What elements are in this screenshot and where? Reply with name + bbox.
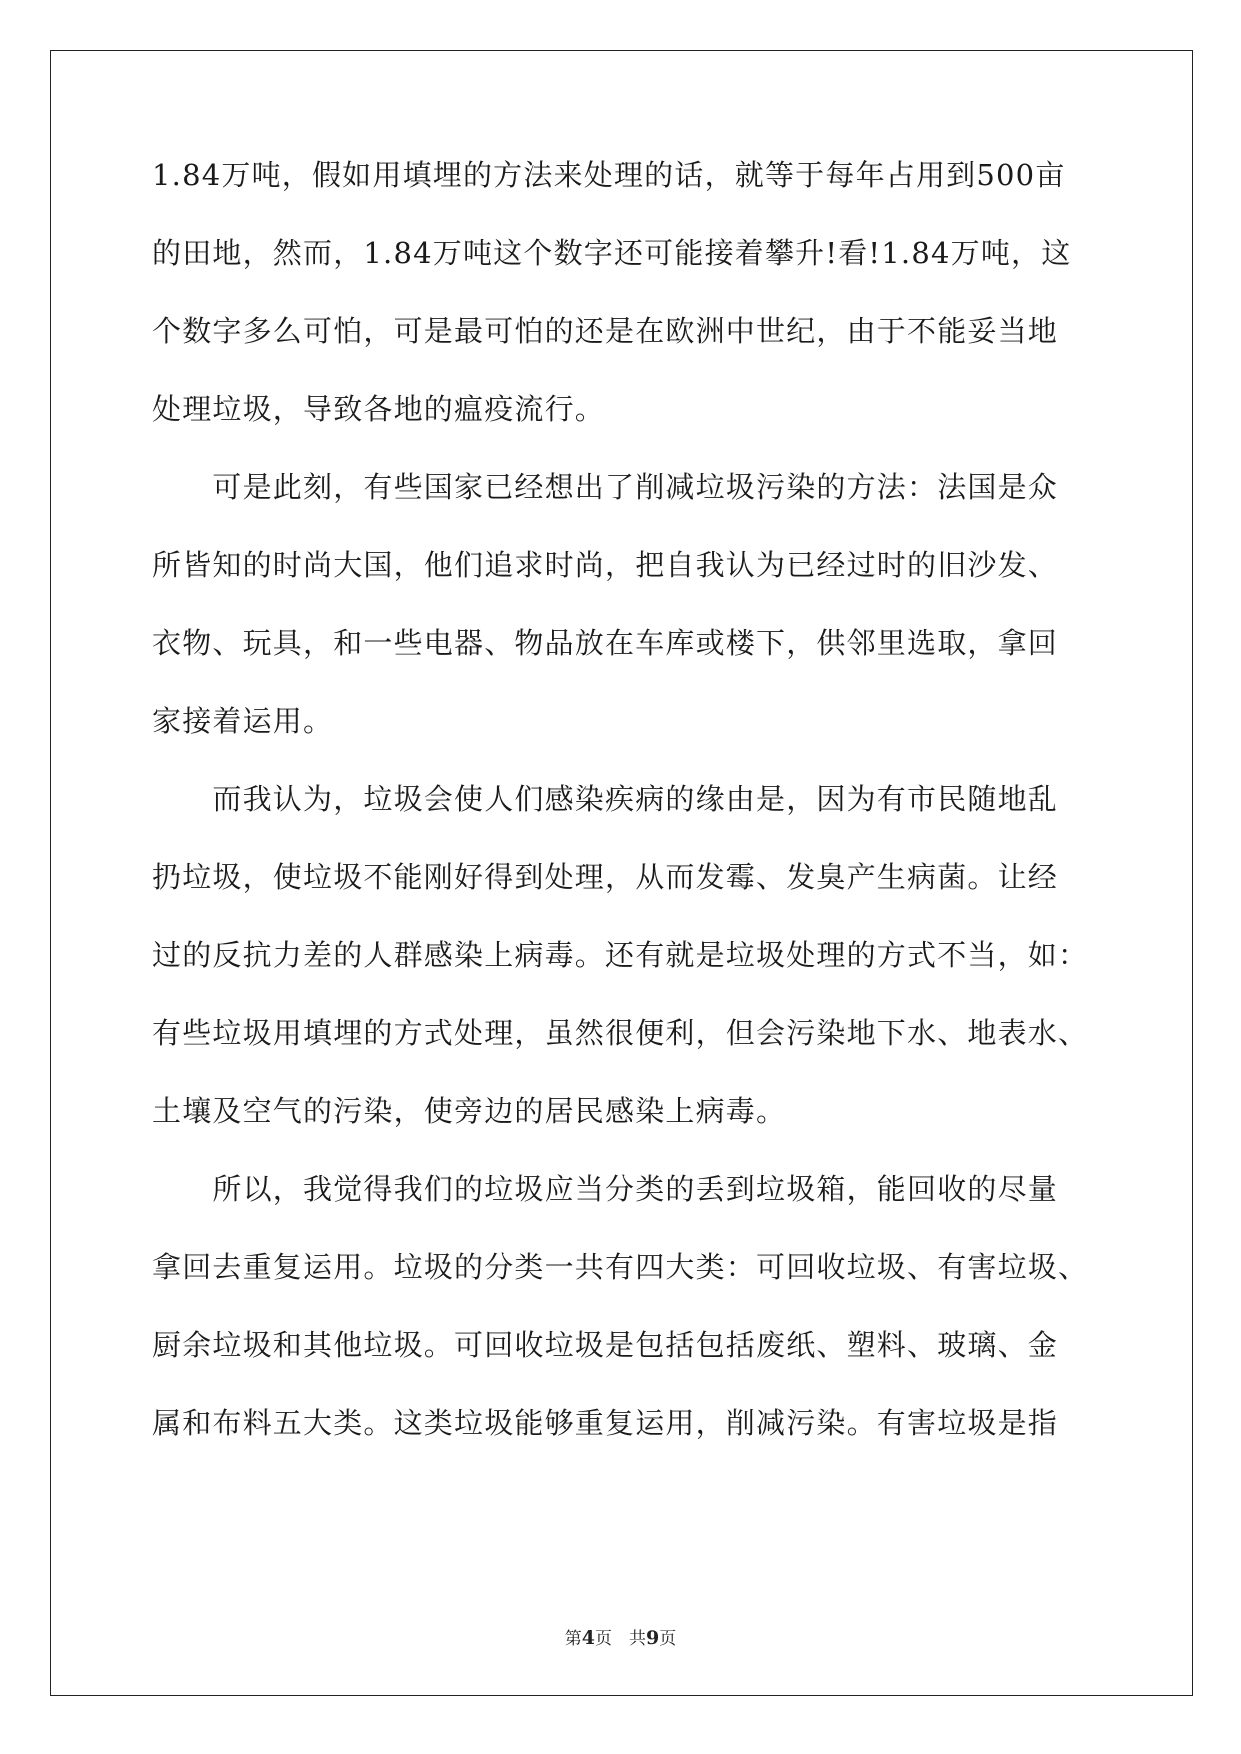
text-line: 的田地，然而，1.84万吨这个数字还可能接着攀升!看!1.84万吨，这	[152, 236, 1072, 270]
text-line: 过的反抗力差的人群感染上病毒。还有就是垃圾处理的方式不当，如：	[152, 938, 1089, 972]
page-suffix: 页	[659, 1629, 677, 1649]
text-line: 土壤及空气的污染，使旁边的居民感染上病毒。	[152, 1094, 787, 1128]
text-line: 拿回去重复运用。垃圾的分类一共有四大类：可回收垃圾、有害垃圾、	[152, 1250, 1089, 1284]
text-line: 扔垃圾，使垃圾不能刚好得到处理，从而发霉、发臭产生病菌。让经	[152, 860, 1059, 894]
text-line: 家接着运用。	[152, 704, 334, 738]
text-line: 而我认为，垃圾会使人们感染疾病的缘由是，因为有市民随地乱	[152, 782, 1059, 816]
text-line: 处理垃圾，导致各地的瘟疫流行。	[152, 392, 606, 426]
page-mid: 页 共	[595, 1629, 646, 1649]
text-line: 有些垃圾用填埋的方式处理，虽然很便利，但会污染地下水、地表水、	[152, 1016, 1089, 1050]
page-prefix: 第	[564, 1629, 582, 1649]
text-line: 属和布料五大类。这类垃圾能够重复运用，削减污染。有害垃圾是指	[152, 1406, 1059, 1440]
text-line: 所以，我觉得我们的垃圾应当分类的丢到垃圾箱，能回收的尽量	[152, 1172, 1059, 1206]
page-footer	[0, 1624, 1241, 1649]
text-line: 所皆知的时尚大国，他们追求时尚，把自我认为已经过时的旧沙发、	[152, 548, 1059, 582]
text-line: 可是此刻，有些国家已经想出了削减垃圾污染的方法：法国是众	[152, 470, 1059, 504]
text-line: 衣物、玩具，和一些电器、物品放在车库或楼下，供邻里选取，拿回	[152, 626, 1059, 660]
page-current: 4	[581, 1627, 595, 1649]
text-line: 厨余垃圾和其他垃圾。可回收垃圾是包括包括废纸、塑料、玻璃、金	[152, 1328, 1059, 1362]
page-total: 9	[646, 1627, 660, 1649]
text-line: 1.84万吨，假如用填埋的方法来处理的话，就等于每年占用到500亩	[152, 158, 1066, 192]
text-line: 个数字多么可怕，可是最可怕的还是在欧洲中世纪，由于不能妥当地	[152, 314, 1059, 348]
